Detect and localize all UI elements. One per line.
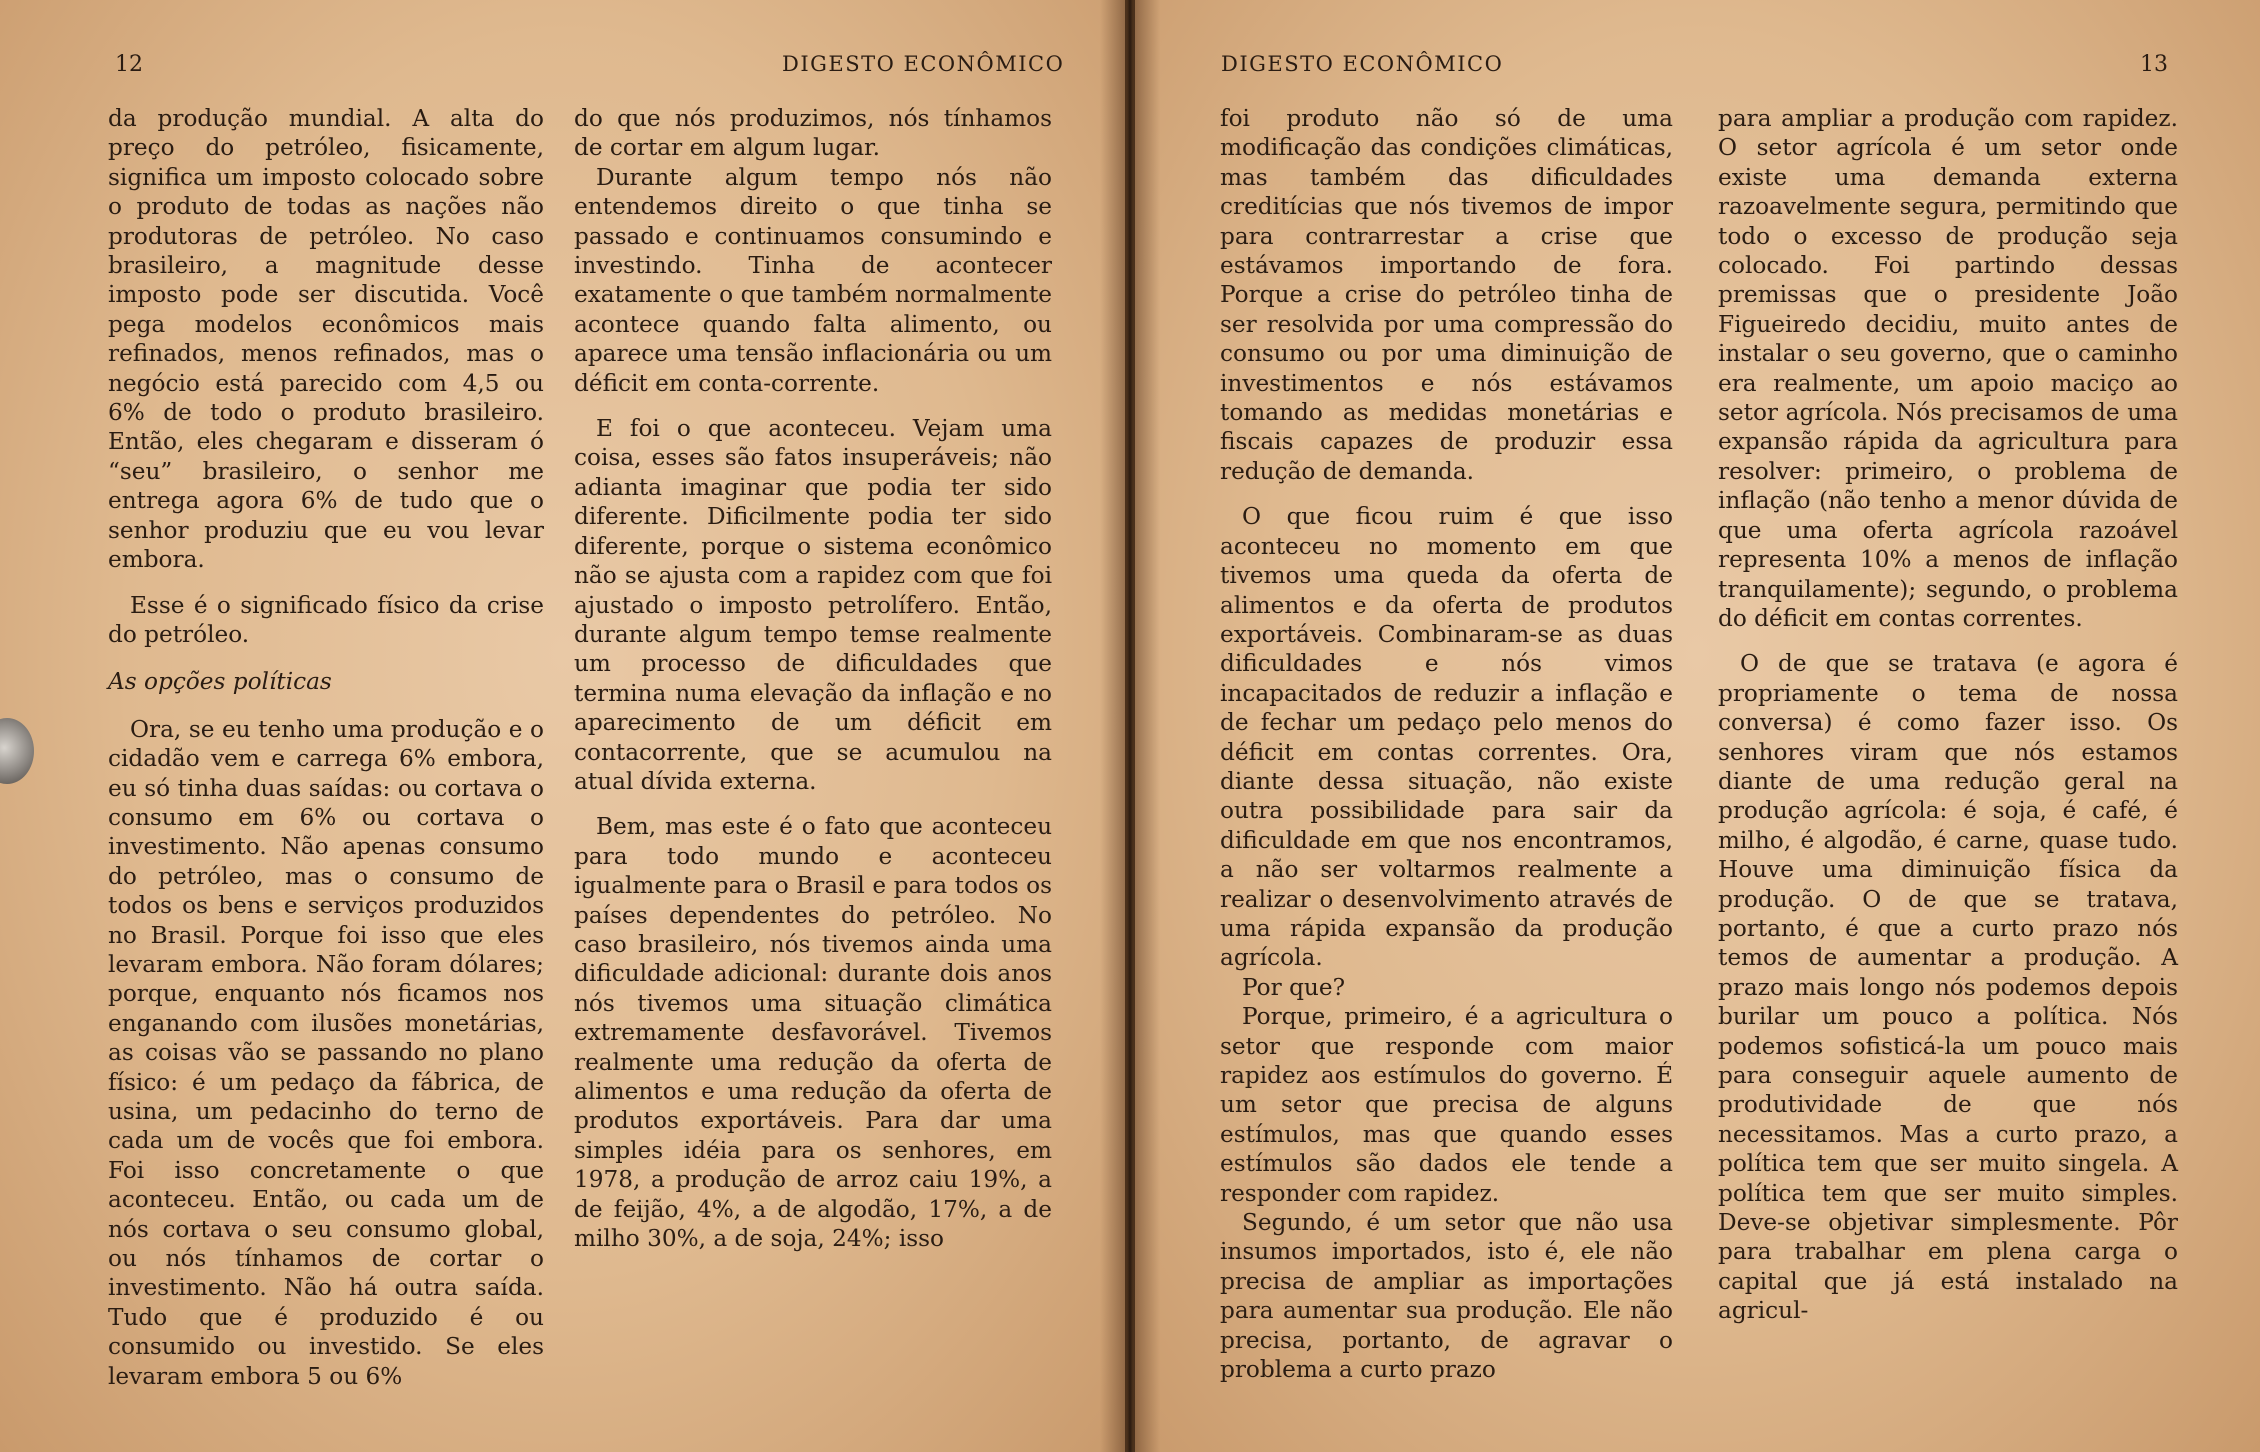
left-column-2 bbox=[574, 104, 1052, 1253]
paragraph: para ampliar a produção com rapidez. O setor agrícola é um setor onde existe uma demanda externa razoavelmente segura, permitindo que todo o excesso de produção seja colocado. Foi partindo dessas premissas que o presidente João Figueiredo decidiu, muito antes de instalar o seu governo, que o caminho era realmente, um apoio maciço ao setor agrícola. Nós precisamos de uma expansão rápida da agricultura para resolver: primeiro, o problema de inflação (não tenho a menor dúvida de que uma oferta agrícola razoável representa 10% a menos de inflação tranquilamente); segundo, o problema do déficit em contas correntes. bbox=[1718, 105, 2178, 632]
paragraph: da produção mundial. A alta do preço do petróleo, fisicamente, significa um imposto colocado sobre o produto de todas as nações não produtoras de petróleo. No caso brasileiro, a magnitude desse imposto pode ser discutida. Você pega modelos econômicos mais refinados, menos refinados, mas o negócio está parecido com 4,5 ou 6% de todo o produto brasileiro. Então, eles chegaram e disseram ó “seu” brasileiro, o senhor me entrega agora 6% de tudo que o senhor produziu que eu vou levar embora. bbox=[108, 105, 544, 574]
right-column-2 bbox=[1718, 104, 2178, 1326]
paragraph: O de que se tratava (e agora é propriamente o tema de nossa conversa) é como fazer isso. Os senhores viram que nós estamos diante de uma redução geral na produção agrícola: é soja, é café, é milho, é algodão, é carne, quase tudo. Houve uma diminuição física da produção. O de que se tratava, portanto, é que a curto prazo nós temos de aumentar a produção. A prazo mais longo nós podemos depois burilar um pouco a política. Nós podemos sofisticá-la um pouco mais para conseguir aquele aumento de produtividade de que nós necessitamos. Mas a curto prazo, a política tem que ser muito singela. A política tem que ser muito simples. Deve-se objetivar simplesmente. Pôr para trabalhar em plena carga o capital que já está instalado na agricul- bbox=[1718, 650, 2178, 1325]
page-number-right: 13 bbox=[2140, 52, 2168, 77]
paragraph: Porque, primeiro, é a agricultura o setor que responde com maior rapidez aos estímulos do governo. É um setor que precisa de alguns estímulos, mas que quando esses estímulos são dados ele tende a responder com rapidez. bbox=[1220, 1003, 1673, 1207]
paragraph: O que ficou ruim é que isso aconteceu no momento em que tivemos uma queda da oferta de alimentos e da oferta de produtos exportáveis. Combinaram-se as duas dificuldades e nós vimos incapacitados de reduzir a inflação e de fechar um pedaço pelo menos do déficit em contas correntes. Ora, diante dessa situação, não existe outra possibilidade para sair da dificuldade em que nos encontramos, a não ser voltarmos realmente a realizar o desenvolvimento através de uma rápida expansão da produção agrícola. bbox=[1220, 503, 1673, 972]
paragraph: do que nós produzimos, nós tínhamos de cortar em algum lugar. bbox=[574, 105, 1052, 162]
right-column-1 bbox=[1220, 104, 1673, 1384]
running-header-left: DIGESTO ECONÔMICO bbox=[782, 52, 1065, 76]
paragraph: Esse é o significado físico da crise do petróleo. bbox=[108, 591, 544, 648]
paragraph: E foi o que aconteceu. Vejam uma coisa, esses são fatos insuperáveis; não adianta imaginar que podia ter sido diferente. Dificilmente podia ter sido diferente, porque o sistema econômico não se ajusta com a rapidez com que foi ajustado o imposto petrolífero. Então, durante algum tempo temse realmente um processo de dificuldades que termina numa elevação da inflação e no aparecimento de um déficit em contacorrente, que se acumulou na atual dívida externa. bbox=[574, 415, 1052, 795]
left-page bbox=[0, 0, 1125, 1452]
paragraph: Bem, mas este é o fato que aconteceu para todo mundo e aconteceu igualmente para o Brasil e para todos os países dependentes do petróleo. No caso brasileiro, nós tivemos ainda uma dificuldade adicional: durante dois anos nós tivemos uma situação climática extremamente desfavorável. Tivemos realmente uma redução da oferta de alimentos e uma redução da oferta de produtos exportáveis. Para dar uma simples idéia para os senhores, em 1978, a produção de arroz caiu 19%, a de feijão, 4%, a de algodão, 17%, a de milho 30%, a de soja, 24%; isso bbox=[574, 813, 1052, 1253]
paragraph: Segundo, é um setor que não usa insumos importados, isto é, ele não precisa de ampliar as importações para aumentar sua produção. Ele não precisa, portanto, de agravar o problema a curto prazo bbox=[1220, 1209, 1673, 1384]
paragraph: foi produto não só de uma modificação das condições climáticas, mas também das dificuldades creditícias que nós tivemos de impor para contrarrestar a crise que estávamos importando de fora. Porque a crise do petróleo tinha de ser resolvida por uma compressão do consumo ou por uma diminuição de investimentos e nós estávamos tomando as medidas monetárias e fiscais capazes de produzir essa redução de demanda. bbox=[1220, 105, 1673, 485]
left-column-1 bbox=[108, 104, 544, 1391]
running-header-right: DIGESTO ECONÔMICO bbox=[1221, 52, 1504, 76]
page-stain bbox=[0, 718, 34, 784]
paragraph: Por que? bbox=[1242, 973, 1346, 1001]
book-gutter bbox=[1100, 0, 1160, 1452]
paragraph: Durante algum tempo nós não entendemos direito o que tinha se passado e continuamos consumindo e investindo. Tinha de acontecer exatamente o que também normalmente acontece quando falta alimento, ou aparece uma tensão inflacionária ou um déficit em conta-corrente. bbox=[574, 163, 1052, 397]
section-subheading: As opções políticas bbox=[108, 668, 332, 696]
paragraph: Ora, se eu tenho uma produção e o cidadão vem e carrega 6% embora, eu só tinha duas saídas: ou cortava o consumo em 6% ou cortava o investimento. Não apenas consumo do petróleo, mas o consumo de todos os bens e serviços produzidos no Brasil. Porque foi isso que eles levaram embora. Não foram dólares; porque, enquanto nós ficamos nos enganando com ilusões monetárias, as coisas vão se passando no plano físico: é um pedaço da fábrica, de usina, um pedacinho do terno de cada um de vocês que foi embora. Foi isso concretamente o que aconteceu. Então, ou cada um de nós cortava o seu consumo global, ou nós tínhamos de cortar o investimento. Não há outra saída. Tudo que é produzido é ou consumido ou investido. Se eles levaram embora 5 ou 6% bbox=[108, 715, 544, 1390]
right-page bbox=[1135, 0, 2260, 1452]
page-number-left: 12 bbox=[115, 52, 143, 77]
